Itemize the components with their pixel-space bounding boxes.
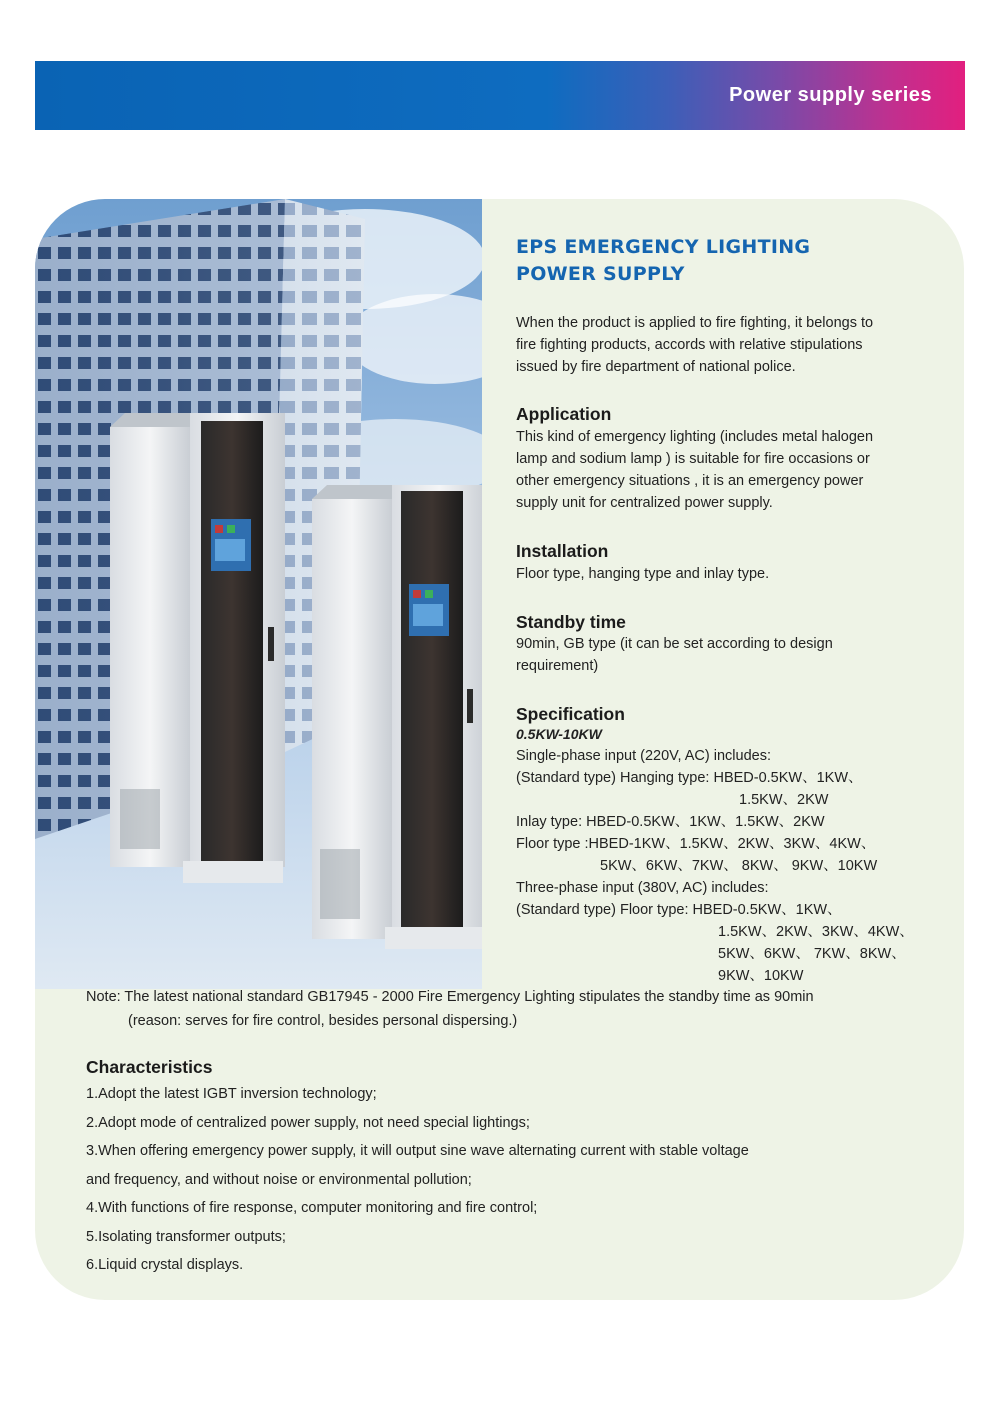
application-line: This kind of emergency lighting (includes metal halogen — [516, 429, 874, 445]
standby-heading: Standby time — [516, 612, 626, 632]
standby-text — [516, 633, 936, 677]
cabinet-right — [312, 485, 482, 949]
intro-line: When the product is applied to fire fighting, it belongs to — [516, 315, 874, 331]
characteristic-item: and frequency, and without noise or environmental pollution; — [86, 1172, 472, 1188]
standby-line: requirement) — [516, 658, 599, 674]
spec-line: 5KW、6KW、7KW、 8KW、 9KW、10KW — [600, 858, 878, 874]
application-line: other emergency situations , it is an emergency power — [516, 473, 864, 489]
product-photo — [35, 199, 482, 989]
specification-heading: Specification — [516, 704, 625, 724]
product-title-line1: EPS EMERGENCY LIGHTING — [516, 236, 811, 258]
standby-line: 90min, GB type (it can be set according to design — [516, 636, 833, 652]
note-line2: (reason: serves for fire control, besides personal dispersing.) — [128, 1013, 518, 1029]
application-text — [516, 426, 936, 514]
spec-line: 5KW、6KW、 7KW、8KW、 — [718, 946, 906, 962]
intro-line: fire fighting products, accords with relative stipulations — [516, 337, 863, 353]
application-line: supply unit for centralized power supply. — [516, 495, 773, 511]
specification-range: 0.5KW-10KW — [516, 726, 602, 742]
product-title-line2: POWER SUPPLY — [516, 263, 685, 285]
spec-line: 9KW、10KW — [718, 968, 804, 984]
spec-line: Inlay type: HBED-0.5KW、1KW、1.5KW、2KW — [516, 814, 825, 830]
cabinet-left — [110, 413, 285, 883]
spec-line: Single-phase input (220V, AC) includes: — [516, 748, 771, 764]
application-line: lamp and sodium lamp ) is suitable for fire occasions or — [516, 451, 870, 467]
characteristic-item: 3.When offering emergency power supply, it will output sine wave alternating current with stable voltage — [86, 1143, 749, 1159]
characteristic-item: 4.With functions of fire response, computer monitoring and fire control; — [86, 1200, 538, 1216]
product-intro — [516, 312, 936, 378]
application-heading: Application — [516, 404, 612, 424]
characteristics-heading: Characteristics — [86, 1057, 213, 1077]
spec-line: Three-phase input (380V, AC) includes: — [516, 880, 769, 896]
spec-line: Floor type :HBED-1KW、1.5KW、2KW、3KW、4KW、 — [516, 836, 876, 852]
spec-line: (Standard type) Hanging type: HBED-0.5KW、1KW、 — [516, 770, 863, 786]
header-banner — [35, 61, 965, 130]
product-title — [516, 234, 936, 288]
note-line1: Note: The latest national standard GB17945 - 2000 Fire Emergency Lighting stipulates the standby time as 90min — [86, 989, 814, 1005]
standard-note — [86, 985, 946, 1033]
spec-line: (Standard type) Floor type: HBED-0.5KW、1KW、 — [516, 902, 842, 918]
characteristic-item: 2.Adopt mode of centralized power supply, not need special lightings; — [86, 1115, 530, 1131]
characteristic-item: 1.Adopt the latest IGBT inversion technology; — [86, 1086, 377, 1102]
characteristic-item: 5.Isolating transformer outputs; — [86, 1229, 286, 1245]
installation-heading: Installation — [516, 541, 609, 561]
intro-line: issued by fire department of national police. — [516, 359, 796, 375]
installation-text — [516, 563, 936, 585]
spec-line: 1.5KW、2KW — [739, 792, 829, 808]
spec-line: 1.5KW、2KW、3KW、4KW、 — [718, 924, 914, 940]
characteristic-item: 6.Liquid crystal displays. — [86, 1257, 244, 1273]
series-title: Power supply series — [729, 84, 932, 106]
installation-line: Floor type, hanging type and inlay type. — [516, 566, 770, 582]
